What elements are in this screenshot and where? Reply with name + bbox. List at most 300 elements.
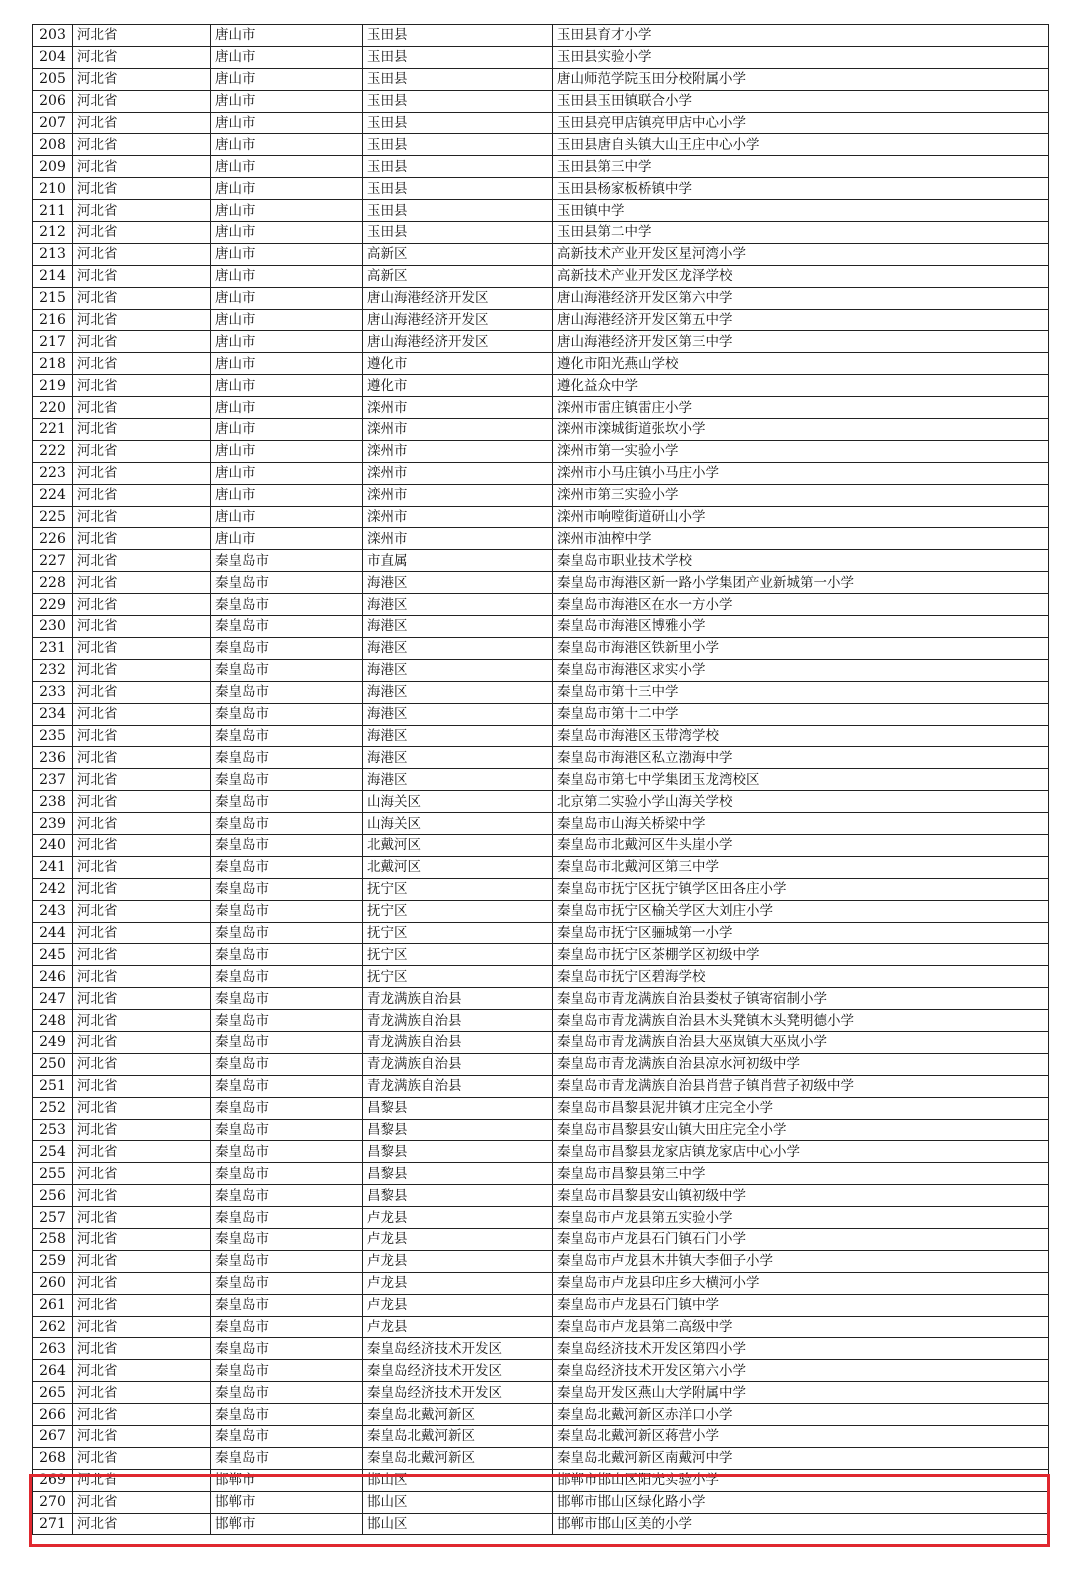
district-cell: 秦皇岛经济技术开发区 — [363, 1382, 553, 1404]
province-cell: 河北省 — [73, 900, 211, 922]
table-row — [33, 791, 1049, 813]
table-row — [33, 156, 1049, 178]
table-row — [33, 1360, 1049, 1382]
table-row — [33, 966, 1049, 988]
province-cell: 河北省 — [73, 1163, 211, 1185]
city-cell: 秦皇岛市 — [211, 594, 363, 616]
table-row — [33, 25, 1049, 47]
table-row — [33, 1185, 1049, 1207]
district-cell: 昌黎县 — [363, 1141, 553, 1163]
district-cell: 卢龙县 — [363, 1316, 553, 1338]
row-number: 206 — [33, 90, 73, 112]
row-number: 234 — [33, 703, 73, 725]
table-row — [33, 637, 1049, 659]
province-cell: 河北省 — [73, 265, 211, 287]
table-row — [33, 528, 1049, 550]
district-cell: 海港区 — [363, 659, 553, 681]
school-name-cell: 玉田县玉田镇联合小学 — [553, 90, 1049, 112]
table-row — [33, 1097, 1049, 1119]
city-cell: 秦皇岛市 — [211, 1097, 363, 1119]
school-name-cell: 秦皇岛市抚宁区榆关学区大刘庄小学 — [553, 900, 1049, 922]
table-row — [33, 900, 1049, 922]
school-name-cell: 秦皇岛市北戴河区牛头崖小学 — [553, 834, 1049, 856]
table-row — [33, 594, 1049, 616]
table-row — [33, 1119, 1049, 1141]
row-number: 232 — [33, 659, 73, 681]
province-cell: 河北省 — [73, 616, 211, 638]
school-name-cell: 秦皇岛北戴河新区赤洋口小学 — [553, 1404, 1049, 1426]
table-row — [33, 1338, 1049, 1360]
row-number: 237 — [33, 769, 73, 791]
province-cell: 河北省 — [73, 112, 211, 134]
province-cell: 河北省 — [73, 309, 211, 331]
district-cell: 玉田县 — [363, 178, 553, 200]
row-number: 217 — [33, 331, 73, 353]
table-row — [33, 287, 1049, 309]
province-cell: 河北省 — [73, 462, 211, 484]
province-cell: 河北省 — [73, 1382, 211, 1404]
province-cell: 河北省 — [73, 287, 211, 309]
row-number: 215 — [33, 287, 73, 309]
table-row — [33, 856, 1049, 878]
table-row — [33, 506, 1049, 528]
school-name-cell: 秦皇岛市抚宁区骊城第一小学 — [553, 922, 1049, 944]
city-cell: 唐山市 — [211, 112, 363, 134]
table-row — [33, 265, 1049, 287]
province-cell: 河北省 — [73, 1010, 211, 1032]
school-name-cell: 秦皇岛市昌黎县安山镇初级中学 — [553, 1185, 1049, 1207]
district-cell: 卢龙县 — [363, 1272, 553, 1294]
district-cell: 滦州市 — [363, 462, 553, 484]
province-cell: 河北省 — [73, 856, 211, 878]
province-cell: 河北省 — [73, 550, 211, 572]
table-row — [33, 222, 1049, 244]
school-name-cell: 秦皇岛市海港区求实小学 — [553, 659, 1049, 681]
city-cell: 唐山市 — [211, 178, 363, 200]
row-number: 252 — [33, 1097, 73, 1119]
district-cell: 卢龙县 — [363, 1294, 553, 1316]
district-cell: 海港区 — [363, 747, 553, 769]
row-number: 219 — [33, 375, 73, 397]
school-name-cell: 玉田县唐自头镇大山王庄中心小学 — [553, 134, 1049, 156]
row-number: 225 — [33, 506, 73, 528]
school-name-cell: 秦皇岛市海港区新一路小学集团产业新城第一小学 — [553, 572, 1049, 594]
province-cell: 河北省 — [73, 1031, 211, 1053]
row-number: 205 — [33, 68, 73, 90]
city-cell: 秦皇岛市 — [211, 637, 363, 659]
district-cell: 滦州市 — [363, 506, 553, 528]
province-cell: 河北省 — [73, 988, 211, 1010]
city-cell: 秦皇岛市 — [211, 1404, 363, 1426]
school-name-cell: 秦皇岛市职业技术学校 — [553, 550, 1049, 572]
school-name-cell: 邯郸市邯山区美的小学 — [553, 1513, 1049, 1535]
province-cell: 河北省 — [73, 1207, 211, 1229]
province-cell: 河北省 — [73, 659, 211, 681]
district-cell: 玉田县 — [363, 200, 553, 222]
city-cell: 唐山市 — [211, 265, 363, 287]
district-cell: 昌黎县 — [363, 1097, 553, 1119]
school-name-cell: 秦皇岛北戴河新区蒋营小学 — [553, 1426, 1049, 1448]
school-name-cell: 秦皇岛市卢龙县木井镇大李佃子小学 — [553, 1250, 1049, 1272]
district-cell: 海港区 — [363, 572, 553, 594]
school-name-cell: 滦州市第三实验小学 — [553, 484, 1049, 506]
school-name-cell: 滦州市响嘡街道研山小学 — [553, 506, 1049, 528]
table-row — [33, 703, 1049, 725]
district-cell: 玉田县 — [363, 112, 553, 134]
school-name-cell: 秦皇岛市山海关桥梁中学 — [553, 813, 1049, 835]
table-row — [33, 1491, 1049, 1513]
province-cell: 河北省 — [73, 747, 211, 769]
city-cell: 唐山市 — [211, 200, 363, 222]
row-number: 224 — [33, 484, 73, 506]
row-number: 207 — [33, 112, 73, 134]
district-cell: 邯山区 — [363, 1469, 553, 1491]
district-cell: 邯山区 — [363, 1513, 553, 1535]
district-cell: 抚宁区 — [363, 966, 553, 988]
city-cell: 秦皇岛市 — [211, 1031, 363, 1053]
city-cell: 秦皇岛市 — [211, 813, 363, 835]
school-name-cell: 高新技术产业开发区星河湾小学 — [553, 243, 1049, 265]
school-name-cell: 秦皇岛市青龙满族自治县娄杖子镇寄宿制小学 — [553, 988, 1049, 1010]
row-number: 212 — [33, 222, 73, 244]
school-name-cell: 邯郸市邯山区阳光实验小学 — [553, 1469, 1049, 1491]
school-table — [32, 24, 1049, 1535]
table-row — [33, 1272, 1049, 1294]
table-row — [33, 1207, 1049, 1229]
district-cell: 滦州市 — [363, 397, 553, 419]
table-row — [33, 681, 1049, 703]
row-number: 264 — [33, 1360, 73, 1382]
district-cell: 海港区 — [363, 616, 553, 638]
province-cell: 河北省 — [73, 1185, 211, 1207]
school-name-cell: 高新技术产业开发区龙泽学校 — [553, 265, 1049, 287]
row-number: 223 — [33, 462, 73, 484]
school-name-cell: 玉田县亮甲店镇亮甲店中心小学 — [553, 112, 1049, 134]
district-cell: 青龙满族自治县 — [363, 1010, 553, 1032]
school-name-cell: 唐山师范学院玉田分校附属小学 — [553, 68, 1049, 90]
school-name-cell: 秦皇岛北戴河新区南戴河中学 — [553, 1447, 1049, 1469]
row-number: 265 — [33, 1382, 73, 1404]
city-cell: 唐山市 — [211, 46, 363, 68]
row-number: 220 — [33, 397, 73, 419]
city-cell: 秦皇岛市 — [211, 1010, 363, 1032]
table-row — [33, 725, 1049, 747]
row-number: 242 — [33, 878, 73, 900]
row-number: 240 — [33, 834, 73, 856]
table-row — [33, 878, 1049, 900]
row-number: 209 — [33, 156, 73, 178]
table-row — [33, 572, 1049, 594]
city-cell: 唐山市 — [211, 134, 363, 156]
province-cell: 河北省 — [73, 1075, 211, 1097]
city-cell: 唐山市 — [211, 287, 363, 309]
row-number: 227 — [33, 550, 73, 572]
table-row — [33, 1010, 1049, 1032]
school-name-cell: 秦皇岛市海港区博雅小学 — [553, 616, 1049, 638]
table-row — [33, 200, 1049, 222]
school-name-cell: 秦皇岛市抚宁区茶棚学区初级中学 — [553, 944, 1049, 966]
school-name-cell: 玉田县杨家板桥镇中学 — [553, 178, 1049, 200]
district-cell: 抚宁区 — [363, 922, 553, 944]
province-cell: 河北省 — [73, 703, 211, 725]
table-row — [33, 46, 1049, 68]
province-cell: 河北省 — [73, 506, 211, 528]
table-row — [33, 1469, 1049, 1491]
school-name-cell: 秦皇岛市青龙满族自治县肖营子镇肖营子初级中学 — [553, 1075, 1049, 1097]
district-cell: 昌黎县 — [363, 1185, 553, 1207]
province-cell: 河北省 — [73, 375, 211, 397]
district-cell: 卢龙县 — [363, 1250, 553, 1272]
city-cell: 唐山市 — [211, 331, 363, 353]
province-cell: 河北省 — [73, 1338, 211, 1360]
district-cell: 秦皇岛北戴河新区 — [363, 1426, 553, 1448]
province-cell: 河北省 — [73, 572, 211, 594]
school-name-cell: 唐山海港经济开发区第三中学 — [553, 331, 1049, 353]
school-name-cell: 秦皇岛市第七中学集团玉龙湾校区 — [553, 769, 1049, 791]
city-cell: 唐山市 — [211, 528, 363, 550]
row-number: 267 — [33, 1426, 73, 1448]
province-cell: 河北省 — [73, 681, 211, 703]
province-cell: 河北省 — [73, 353, 211, 375]
district-cell: 玉田县 — [363, 134, 553, 156]
row-number: 262 — [33, 1316, 73, 1338]
district-cell: 海港区 — [363, 725, 553, 747]
city-cell: 秦皇岛市 — [211, 1250, 363, 1272]
district-cell: 邯山区 — [363, 1491, 553, 1513]
district-cell: 海港区 — [363, 769, 553, 791]
table-row — [33, 1031, 1049, 1053]
district-cell: 昌黎县 — [363, 1119, 553, 1141]
row-number: 254 — [33, 1141, 73, 1163]
district-cell: 市直属 — [363, 550, 553, 572]
row-number: 231 — [33, 637, 73, 659]
city-cell: 秦皇岛市 — [211, 1426, 363, 1448]
province-cell: 河北省 — [73, 1250, 211, 1272]
row-number: 270 — [33, 1491, 73, 1513]
row-number: 213 — [33, 243, 73, 265]
city-cell: 唐山市 — [211, 462, 363, 484]
row-number: 235 — [33, 725, 73, 747]
district-cell: 玉田县 — [363, 46, 553, 68]
city-cell: 秦皇岛市 — [211, 1075, 363, 1097]
city-cell: 秦皇岛市 — [211, 1360, 363, 1382]
city-cell: 秦皇岛市 — [211, 1163, 363, 1185]
row-number: 208 — [33, 134, 73, 156]
row-number: 218 — [33, 353, 73, 375]
district-cell: 遵化市 — [363, 353, 553, 375]
school-name-cell: 邯郸市邯山区绿化路小学 — [553, 1491, 1049, 1513]
school-name-cell: 秦皇岛市昌黎县龙家店镇龙家店中心小学 — [553, 1141, 1049, 1163]
province-cell: 河北省 — [73, 46, 211, 68]
row-number: 228 — [33, 572, 73, 594]
table-row — [33, 331, 1049, 353]
school-name-cell: 秦皇岛经济技术开发区第六小学 — [553, 1360, 1049, 1382]
school-name-cell: 秦皇岛市海港区铁新里小学 — [553, 637, 1049, 659]
district-cell: 卢龙县 — [363, 1207, 553, 1229]
province-cell: 河北省 — [73, 1404, 211, 1426]
city-cell: 秦皇岛市 — [211, 944, 363, 966]
city-cell: 邯郸市 — [211, 1513, 363, 1535]
district-cell: 卢龙县 — [363, 1228, 553, 1250]
city-cell: 秦皇岛市 — [211, 1316, 363, 1338]
province-cell: 河北省 — [73, 1294, 211, 1316]
school-name-cell: 秦皇岛市青龙满族自治县凉水河初级中学 — [553, 1053, 1049, 1075]
city-cell: 秦皇岛市 — [211, 550, 363, 572]
district-cell: 高新区 — [363, 265, 553, 287]
province-cell: 河北省 — [73, 1360, 211, 1382]
table-row — [33, 68, 1049, 90]
row-number: 245 — [33, 944, 73, 966]
school-name-cell: 北京第二实验小学山海关学校 — [553, 791, 1049, 813]
province-cell: 河北省 — [73, 1119, 211, 1141]
table-row — [33, 178, 1049, 200]
school-name-cell: 秦皇岛市卢龙县石门镇中学 — [553, 1294, 1049, 1316]
row-number: 268 — [33, 1447, 73, 1469]
school-name-cell: 秦皇岛市卢龙县印庄乡大横河小学 — [553, 1272, 1049, 1294]
city-cell: 秦皇岛市 — [211, 1119, 363, 1141]
table-row — [33, 813, 1049, 835]
district-cell: 玉田县 — [363, 156, 553, 178]
city-cell: 秦皇岛市 — [211, 703, 363, 725]
district-cell: 玉田县 — [363, 222, 553, 244]
row-number: 229 — [33, 594, 73, 616]
province-cell: 河北省 — [73, 1272, 211, 1294]
row-number: 257 — [33, 1207, 73, 1229]
city-cell: 秦皇岛市 — [211, 878, 363, 900]
province-cell: 河北省 — [73, 1228, 211, 1250]
province-cell: 河北省 — [73, 769, 211, 791]
table-row — [33, 1447, 1049, 1469]
district-cell: 玉田县 — [363, 68, 553, 90]
district-cell: 唐山海港经济开发区 — [363, 287, 553, 309]
table-row — [33, 1316, 1049, 1338]
district-cell: 滦州市 — [363, 440, 553, 462]
province-cell: 河北省 — [73, 1447, 211, 1469]
city-cell: 唐山市 — [211, 309, 363, 331]
table-row — [33, 462, 1049, 484]
district-cell: 遵化市 — [363, 375, 553, 397]
school-name-cell: 滦州市小马庄镇小马庄小学 — [553, 462, 1049, 484]
city-cell: 邯郸市 — [211, 1491, 363, 1513]
table-row — [33, 90, 1049, 112]
city-cell: 唐山市 — [211, 419, 363, 441]
school-name-cell: 秦皇岛市昌黎县第三中学 — [553, 1163, 1049, 1185]
table-row — [33, 1294, 1049, 1316]
district-cell: 秦皇岛北戴河新区 — [363, 1404, 553, 1426]
city-cell: 唐山市 — [211, 375, 363, 397]
city-cell: 秦皇岛市 — [211, 988, 363, 1010]
city-cell: 秦皇岛市 — [211, 1228, 363, 1250]
city-cell: 秦皇岛市 — [211, 1272, 363, 1294]
school-name-cell: 滦州市第一实验小学 — [553, 440, 1049, 462]
row-number: 255 — [33, 1163, 73, 1185]
table-row — [33, 243, 1049, 265]
city-cell: 唐山市 — [211, 484, 363, 506]
province-cell: 河北省 — [73, 528, 211, 550]
district-cell: 北戴河区 — [363, 856, 553, 878]
row-number: 216 — [33, 309, 73, 331]
city-cell: 秦皇岛市 — [211, 769, 363, 791]
district-cell: 滦州市 — [363, 484, 553, 506]
province-cell: 河北省 — [73, 1141, 211, 1163]
school-name-cell: 秦皇岛市卢龙县石门镇石门小学 — [553, 1228, 1049, 1250]
school-name-cell: 秦皇岛市昌黎县泥井镇才庄完全小学 — [553, 1097, 1049, 1119]
city-cell: 唐山市 — [211, 353, 363, 375]
city-cell: 唐山市 — [211, 440, 363, 462]
city-cell: 唐山市 — [211, 506, 363, 528]
table-row — [33, 659, 1049, 681]
row-number: 256 — [33, 1185, 73, 1207]
table-row — [33, 1426, 1049, 1448]
school-name-cell: 秦皇岛市海港区私立渤海中学 — [553, 747, 1049, 769]
city-cell: 唐山市 — [211, 156, 363, 178]
row-number: 204 — [33, 46, 73, 68]
district-cell: 青龙满族自治县 — [363, 1031, 553, 1053]
school-name-cell: 唐山海港经济开发区第六中学 — [553, 287, 1049, 309]
school-name-cell: 秦皇岛市抚宁区碧海学校 — [553, 966, 1049, 988]
district-cell: 青龙满族自治县 — [363, 988, 553, 1010]
table-row — [33, 440, 1049, 462]
province-cell: 河北省 — [73, 594, 211, 616]
city-cell: 秦皇岛市 — [211, 572, 363, 594]
district-cell: 青龙满族自治县 — [363, 1075, 553, 1097]
table-row — [33, 1404, 1049, 1426]
city-cell: 秦皇岛市 — [211, 966, 363, 988]
city-cell: 秦皇岛市 — [211, 681, 363, 703]
city-cell: 邯郸市 — [211, 1469, 363, 1491]
row-number: 221 — [33, 419, 73, 441]
province-cell: 河北省 — [73, 484, 211, 506]
district-cell: 北戴河区 — [363, 834, 553, 856]
district-cell: 滦州市 — [363, 528, 553, 550]
city-cell: 秦皇岛市 — [211, 1338, 363, 1360]
province-cell: 河北省 — [73, 966, 211, 988]
table-row — [33, 375, 1049, 397]
row-number: 258 — [33, 1228, 73, 1250]
city-cell: 秦皇岛市 — [211, 1382, 363, 1404]
district-cell: 玉田县 — [363, 90, 553, 112]
city-cell: 唐山市 — [211, 25, 363, 47]
table-row — [33, 747, 1049, 769]
province-cell: 河北省 — [73, 1469, 211, 1491]
district-cell: 滦州市 — [363, 419, 553, 441]
school-name-cell: 秦皇岛市北戴河区第三中学 — [553, 856, 1049, 878]
district-cell: 海港区 — [363, 703, 553, 725]
district-cell: 秦皇岛经济技术开发区 — [363, 1338, 553, 1360]
school-name-cell: 秦皇岛市卢龙县第五实验小学 — [553, 1207, 1049, 1229]
school-name-cell: 秦皇岛市第十三中学 — [553, 681, 1049, 703]
province-cell: 河北省 — [73, 200, 211, 222]
province-cell: 河北省 — [73, 90, 211, 112]
table-row — [33, 1382, 1049, 1404]
row-number: 203 — [33, 25, 73, 47]
table-row — [33, 1228, 1049, 1250]
row-number: 247 — [33, 988, 73, 1010]
table-row — [33, 988, 1049, 1010]
school-name-cell: 滦州市雷庄镇雷庄小学 — [553, 397, 1049, 419]
school-name-cell: 遵化益众中学 — [553, 375, 1049, 397]
city-cell: 唐山市 — [211, 397, 363, 419]
school-name-cell: 秦皇岛经济技术开发区第四小学 — [553, 1338, 1049, 1360]
row-number: 269 — [33, 1469, 73, 1491]
district-cell: 唐山海港经济开发区 — [363, 331, 553, 353]
row-number: 246 — [33, 966, 73, 988]
city-cell: 秦皇岛市 — [211, 725, 363, 747]
province-cell: 河北省 — [73, 1491, 211, 1513]
row-number: 261 — [33, 1294, 73, 1316]
district-cell: 高新区 — [363, 243, 553, 265]
school-name-cell: 秦皇岛市第十二中学 — [553, 703, 1049, 725]
